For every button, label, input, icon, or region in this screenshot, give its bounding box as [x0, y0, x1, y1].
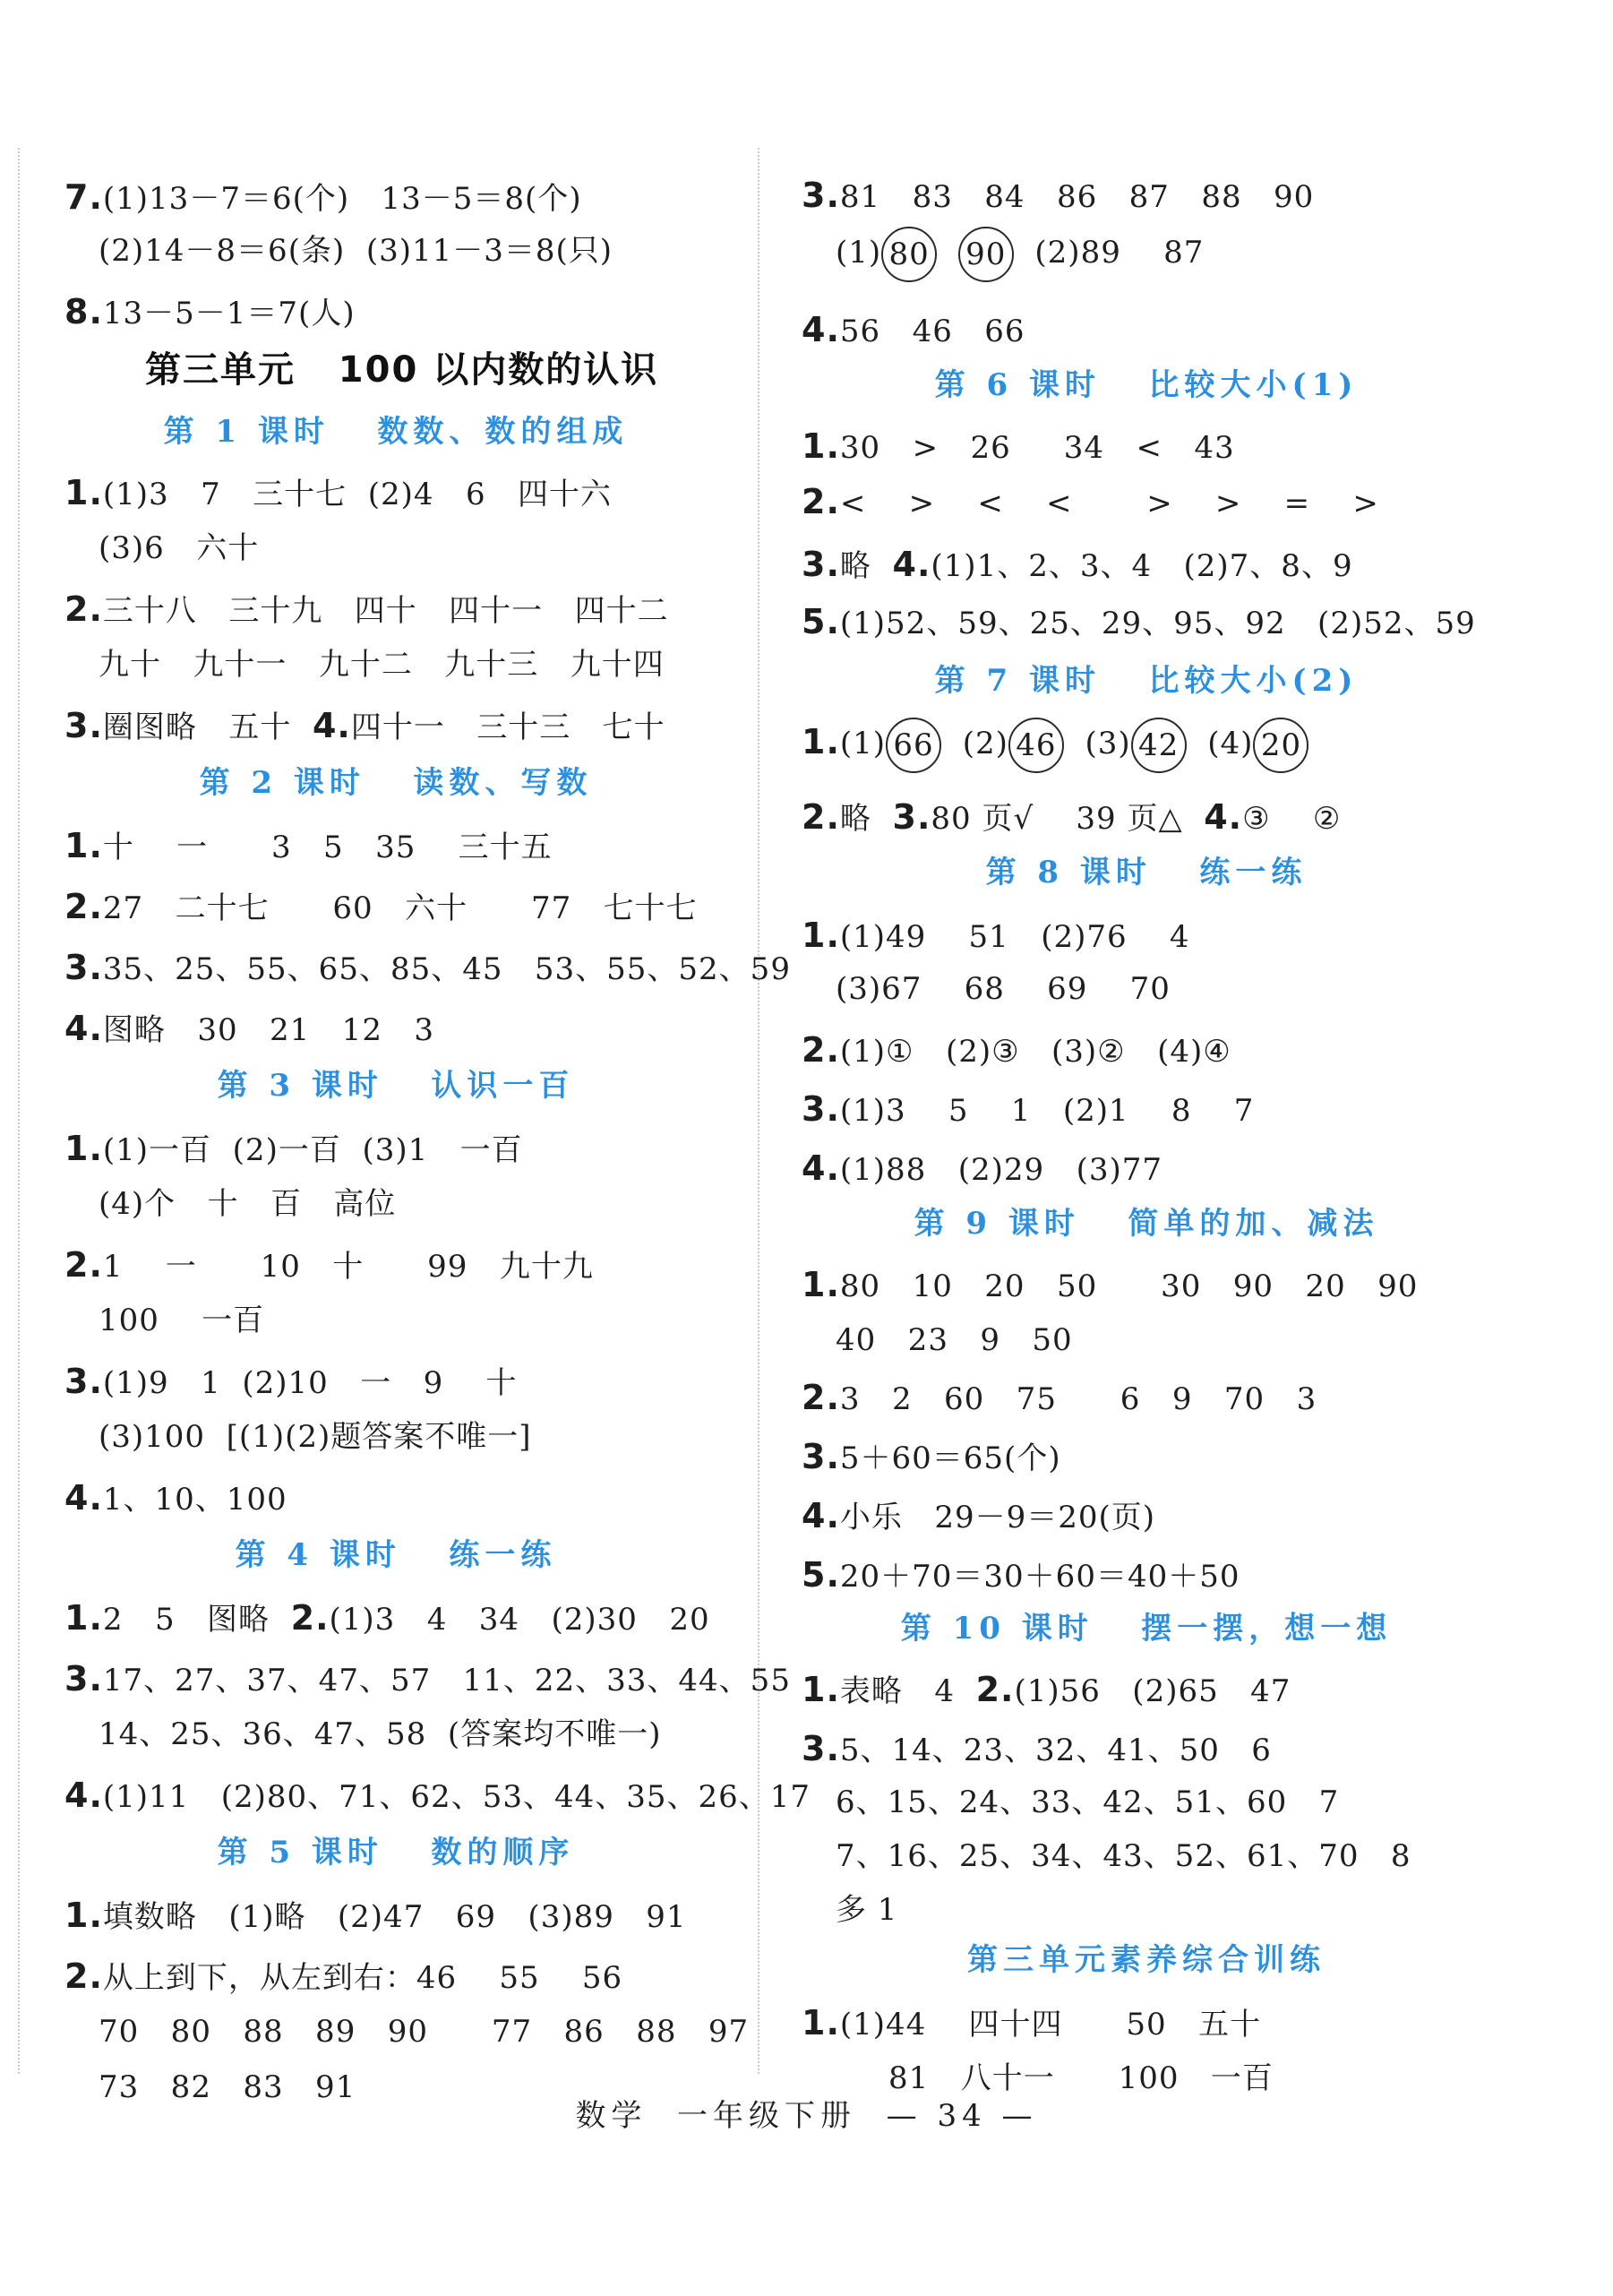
answer-text: (1)9 1 (2)10 一 9 十	[102, 1365, 518, 1401]
section-heading: 第 8 课时 练一练	[985, 855, 1308, 890]
answer-text: 多 1	[836, 1892, 898, 1928]
answer-line	[802, 545, 1353, 586]
question-number: 2.	[975, 1670, 1015, 1709]
answer-line	[802, 1496, 1155, 1537]
answer-text: (3)100 [(1)(2)题答案不唯一]	[99, 1419, 532, 1455]
answer-line	[802, 1089, 1254, 1131]
answer-line	[64, 177, 582, 219]
question-number: 3.	[892, 797, 931, 837]
question-number: 3.	[64, 1362, 103, 1401]
answer-line	[802, 310, 1025, 351]
question-number: 4.	[312, 706, 351, 745]
answer-line	[836, 1836, 1411, 1876]
question-number: 3.	[802, 1437, 840, 1476]
question-number: 4.	[892, 545, 931, 584]
question-number: 1.	[64, 826, 103, 865]
question-number: 1.	[802, 722, 840, 761]
answer-text: 100 一百	[99, 1303, 265, 1338]
question-number: 1.	[64, 1598, 103, 1638]
answer-line	[836, 2059, 1274, 2098]
answer-text: 40 23 9 50	[836, 1322, 1073, 1358]
answer-text: (1)	[836, 235, 882, 271]
question-number: 5.	[802, 602, 840, 641]
question-number: 1.	[64, 1896, 103, 1935]
section-heading: 第 7 课时 比较大小(2)	[934, 663, 1359, 699]
answer-line	[64, 1362, 518, 1403]
question-number: 4.	[802, 310, 840, 349]
answer-text: (1)3 5 1 (2)1 8 7	[839, 1093, 1255, 1129]
answer-text: (3)	[1085, 726, 1131, 761]
section-heading: 第 10 课时 摆一摆，想一想	[900, 1611, 1393, 1647]
answer-text: 56 46 66	[839, 314, 1025, 349]
answer-text: (1)52、59、25、29、95、92 (2)52、59	[839, 606, 1476, 641]
answer-line	[64, 1659, 791, 1700]
answer-text: 2 5 图略	[102, 1602, 291, 1638]
answer-text: (1)1、2、3、4 (2)7、8、9	[931, 548, 1353, 584]
answer-line	[802, 722, 1308, 764]
answer-line	[802, 1378, 1317, 1419]
answer-text: 14、25、36、47、58 (答案均不唯一)	[99, 1716, 662, 1752]
answer-line	[802, 797, 1341, 838]
section-heading: 第 4 课时 练一练	[235, 1537, 557, 1573]
question-number: 2.	[64, 887, 103, 926]
answer-line	[99, 1417, 532, 1457]
answer-text: 略	[839, 548, 893, 584]
answer-line	[802, 1437, 1061, 1478]
question-number: 2.	[802, 482, 840, 521]
answer-text: 九十 九十一 九十二 九十三 九十四	[99, 647, 665, 683]
answer-text: 7、16、25、34、43、52、61、70 8	[836, 1838, 1411, 1874]
question-number: 4.	[64, 1478, 103, 1518]
question-number: 4.	[1204, 797, 1243, 837]
answer-line	[99, 231, 613, 271]
answer-text: (1)56 (2)65 47	[1014, 1673, 1291, 1709]
answer-line	[64, 948, 791, 989]
section-heading: 第 1 课时 数数、数的组成	[163, 414, 629, 450]
answer-text: 四十一 三十三 七十	[350, 709, 665, 745]
answer-line	[64, 1956, 622, 1998]
answer-line	[836, 1783, 1339, 1822]
question-number: 2.	[64, 589, 103, 629]
answer-text: 6、15、24、33、42、51、60 7	[836, 1784, 1340, 1820]
circled-answer: 80	[881, 227, 937, 282]
question-number: 2.	[802, 797, 840, 837]
answer-line	[99, 2012, 749, 2051]
unit-title: 第三单元 100 以内数的认识	[145, 349, 659, 391]
answer-line	[64, 1776, 811, 1817]
section-heading: 第 6 课时 比较大小(1)	[934, 367, 1359, 403]
answer-line	[99, 1715, 661, 1754]
answer-text: (2)14－8＝6(条) (3)11－3＝8(只)	[99, 233, 613, 269]
page-footer: 数学 一年级下册 — 34 —	[575, 2098, 1038, 2134]
answer-line	[64, 1129, 523, 1170]
answer-line	[802, 1729, 1272, 1770]
answer-line	[99, 1184, 396, 1224]
answer-line	[802, 1555, 1240, 1596]
answer-text: (4)个 十 百 高位	[99, 1186, 397, 1222]
answer-text: 小乐 29－9＝20(页)	[839, 1500, 1156, 1535]
answer-text: 20＋70＝30＋60＝40＋50	[839, 1559, 1240, 1595]
answer-line	[802, 482, 1379, 523]
answer-line	[64, 1896, 687, 1937]
answer-text: (1)44 四十四 50 五十	[839, 2007, 1262, 2042]
question-number: 3.	[64, 706, 103, 745]
answer-text: (1)49 51 (2)76 4	[839, 919, 1190, 955]
answer-text: 1 一 10 十 99 九十九	[102, 1249, 594, 1285]
question-number: 4.	[64, 1776, 103, 1815]
question-number: 1.	[802, 426, 840, 466]
answer-text: 27 二十七 60 六十 77 七十七	[102, 890, 698, 926]
section-heading: 第 5 课时 数的顺序	[217, 1835, 575, 1870]
section-heading: 第 9 课时 简单的加、减法	[914, 1206, 1379, 1242]
answer-text: (3)67 68 69 70	[836, 971, 1171, 1007]
answer-line	[836, 233, 1204, 273]
answer-text: 35、25、55、65、85、45 53、55、52、59	[102, 951, 791, 987]
answer-line	[64, 1598, 710, 1639]
question-number: 2.	[802, 1030, 840, 1070]
question-number: 2.	[64, 1956, 103, 1996]
circled-answer: 90	[958, 227, 1014, 282]
answer-line	[99, 645, 665, 684]
question-number: 1.	[802, 2003, 840, 2042]
answer-text: 81 八十一 100 一百	[836, 2060, 1274, 2096]
question-number: 3.	[802, 1729, 840, 1768]
answer-line	[802, 1030, 1231, 1071]
question-number: 1.	[802, 916, 840, 955]
question-number: 4.	[802, 1148, 840, 1188]
answer-text: 3 2 60 75 6 9 70 3	[839, 1381, 1317, 1417]
answer-line	[64, 1478, 287, 1519]
answer-line	[802, 176, 1314, 217]
answer-text: (3)6 六十	[99, 530, 260, 566]
answer-line	[64, 1245, 594, 1286]
answer-line	[802, 1148, 1163, 1190]
answer-text: 从上到下，从左到右：46 55 56	[102, 1960, 623, 1996]
question-number: 3.	[802, 176, 840, 215]
answer-text: (1)	[839, 726, 887, 761]
section-heading: 第 3 课时 认识一百	[217, 1068, 575, 1104]
question-number: 3.	[802, 545, 840, 584]
answer-text: 略	[839, 801, 893, 837]
answer-line	[64, 292, 356, 333]
answer-text: 70 80 88 89 90 77 86 88 97	[99, 2014, 750, 2050]
circled-answer: 42	[1131, 718, 1187, 773]
circled-answer: 66	[886, 718, 941, 773]
answer-text: 三十八 三十九 四十 四十一 四十二	[102, 593, 669, 629]
answer-line	[836, 1890, 897, 1930]
answer-line	[802, 1670, 1291, 1711]
answer-text: 填数略 (1)略 (2)47 69 (3)89 91	[102, 1899, 687, 1935]
question-number: 2.	[802, 1378, 840, 1417]
question-number: 3.	[802, 1089, 840, 1129]
answer-text: (2)	[962, 726, 1008, 761]
answer-text: 5、14、23、32、41、50 6	[839, 1733, 1272, 1768]
answer-line	[99, 529, 259, 568]
answer-text: 圈图略 五十	[102, 709, 313, 745]
answer-text: (2)89 87	[1013, 235, 1205, 271]
answer-text: (1)3 7 三十七 (2)4 6 四十六	[102, 477, 613, 512]
answer-text: 13－5－1＝7(人)	[102, 296, 356, 331]
answer-text: 73 82 83 91	[99, 2069, 356, 2105]
answer-text: (1)一百 (2)一百 (3)1 一百	[102, 1132, 523, 1168]
answer-text: (1)88 (2)29 (3)77	[839, 1152, 1163, 1188]
answer-text: ③ ②	[1242, 801, 1342, 837]
section-heading: 第三单元素养综合训练	[967, 1942, 1326, 1978]
answer-text: 17、27、37、47、57 11、22、33、44、55	[102, 1663, 791, 1698]
answer-text: 30 > 26 34 < 43	[839, 430, 1235, 466]
circled-answer: 20	[1253, 718, 1308, 773]
question-number: 4.	[802, 1496, 840, 1535]
answer-text: 1、10、100	[102, 1482, 287, 1518]
answer-text: 5＋60＝65(个)	[839, 1440, 1061, 1476]
answer-line	[802, 426, 1235, 468]
answer-text: < > < < > > = >	[839, 486, 1379, 521]
question-number: 1.	[802, 1265, 840, 1304]
question-number: 1.	[64, 1129, 103, 1168]
question-number: 1.	[802, 1670, 840, 1709]
answer-line	[802, 1265, 1418, 1306]
section-heading: 第 2 课时 读数、写数	[199, 765, 593, 801]
answer-line	[836, 1320, 1073, 1360]
answer-text: 80 10 20 50 30 90 20 90	[839, 1268, 1419, 1304]
left-margin-rule	[18, 148, 20, 2074]
question-number: 3.	[64, 1659, 103, 1698]
question-number: 5.	[802, 1555, 840, 1595]
question-number: 7.	[64, 177, 103, 217]
answer-line	[64, 826, 553, 867]
question-number: 4.	[64, 1009, 103, 1048]
answer-text: (4)	[1207, 726, 1254, 761]
answer-text: (1)① (2)③ (3)② (4)④	[839, 1034, 1231, 1070]
question-number: 1.	[64, 473, 103, 512]
answer-text: (1)11 (2)80、71、62、53、44、35、26、17	[102, 1779, 811, 1815]
question-number: 2.	[64, 1245, 103, 1285]
answer-line	[64, 589, 669, 631]
answer-text: 表略 4	[839, 1673, 976, 1709]
circled-answer: 46	[1008, 718, 1064, 773]
answer-line	[64, 1009, 434, 1050]
question-number: 2.	[290, 1598, 330, 1638]
answer-line	[64, 473, 612, 514]
answer-text: (1)13－7＝6(个) 13－5＝8(个)	[102, 181, 582, 217]
answer-line	[64, 887, 698, 928]
answer-text	[937, 235, 958, 271]
answer-text: 图略 30 21 12 3	[102, 1012, 435, 1048]
answer-line	[99, 1301, 264, 1340]
question-number: 8.	[64, 292, 103, 331]
answer-line	[836, 969, 1171, 1009]
answer-text: (1)3 4 34 (2)30 20	[329, 1602, 710, 1638]
answer-text: 81 83 84 86 87 88 90	[839, 179, 1315, 215]
answer-line	[802, 2003, 1261, 2044]
question-number: 3.	[64, 948, 103, 987]
answer-line	[802, 602, 1476, 643]
answer-text: 80 页√ 39 页△	[931, 801, 1205, 837]
answer-line	[802, 916, 1190, 957]
answer-line	[64, 706, 665, 747]
answer-text: 十 一 3 5 35 三十五	[102, 830, 553, 865]
